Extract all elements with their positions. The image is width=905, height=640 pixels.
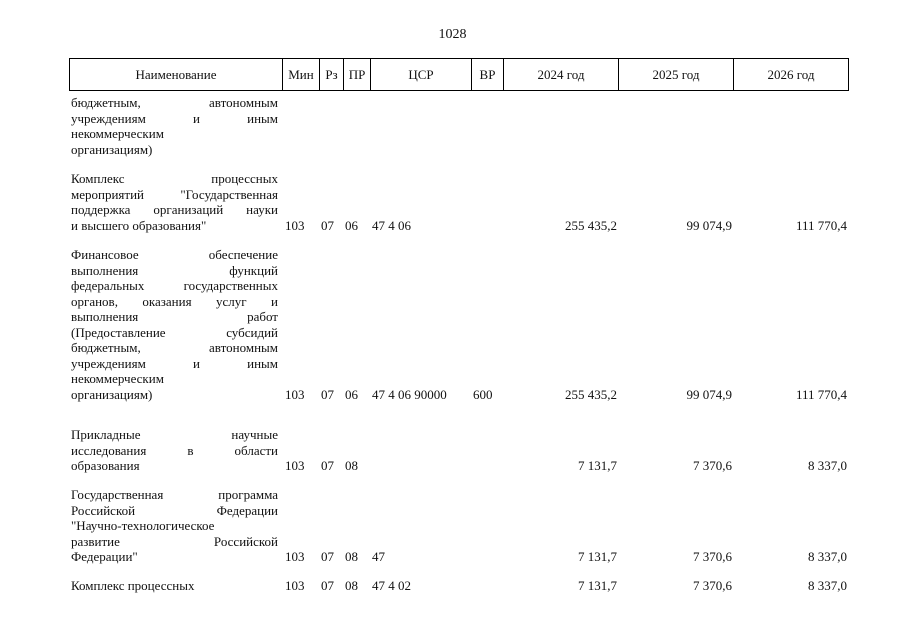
row-name <box>71 578 278 594</box>
row-name-line: Государственная программа <box>71 487 278 502</box>
cell-y2025: 99 074,9 <box>686 217 732 233</box>
row-name <box>71 171 278 233</box>
cell-y2026: 8 337,0 <box>808 549 847 564</box>
header-min: Мин <box>283 59 320 90</box>
cell-pr: 06 <box>345 386 358 402</box>
cell-y2025: 99 074,9 <box>686 386 732 402</box>
cell-y2024: 7 131,7 <box>578 578 617 593</box>
cell-y2025: 7 370,6 <box>693 458 732 473</box>
row-name-line: федеральных государственных <box>71 278 278 293</box>
row-name-line: бюджетным, автономным <box>71 340 278 355</box>
row-name-line: развитие Российской <box>71 533 278 549</box>
row-name-line: (Предоставление субсидий <box>71 324 278 340</box>
cell-rz: 07 <box>321 549 334 564</box>
row-name <box>71 95 278 157</box>
row-name-line: организациям) <box>71 386 153 402</box>
cell-y2024: 255 435,2 <box>565 386 617 402</box>
cell-y2025: 7 370,6 <box>693 549 732 564</box>
cell-y2024: 255 435,2 <box>565 217 617 233</box>
cell-y2024: 7 131,7 <box>578 458 617 473</box>
cell-csr: 47 4 06 <box>372 217 411 233</box>
row-name-line: мероприятий "Государственная <box>71 186 278 202</box>
cell-csr: 47 4 02 <box>372 578 411 593</box>
cell-pr: 08 <box>345 578 358 593</box>
table-header <box>69 58 849 91</box>
cell-min: 103 <box>285 549 305 564</box>
cell-min: 103 <box>285 217 305 233</box>
row-name-line: исследования в области <box>71 442 278 458</box>
cell-min: 103 <box>285 458 305 473</box>
header-2025: 2025 год <box>619 59 734 90</box>
row-name <box>71 487 278 565</box>
row-name-line: образования <box>71 458 140 473</box>
row-name-line: учреждениям и иным <box>71 355 278 371</box>
cell-rz: 07 <box>321 386 334 402</box>
cell-y2026: 111 770,4 <box>795 386 847 402</box>
row-name-line: Финансовое обеспечение <box>71 247 278 262</box>
row-name-line: Комплекс процессных <box>71 578 195 593</box>
row-name-line: Комплекс процессных <box>71 171 278 186</box>
cell-pr: 08 <box>345 549 358 564</box>
cell-min: 103 <box>285 578 305 593</box>
cell-rz: 07 <box>321 217 334 233</box>
cell-y2026: 8 337,0 <box>808 578 847 593</box>
cell-rz: 07 <box>321 458 334 473</box>
header-2026: 2026 год <box>767 67 815 82</box>
row-name <box>71 247 278 402</box>
cell-pr: 08 <box>345 458 358 473</box>
cell-rz: 07 <box>321 578 334 593</box>
row-name-line: и высшего образования" <box>71 217 207 233</box>
row-name-line: выполнения работ <box>71 309 278 324</box>
row-name-line: Прикладные научные <box>71 427 278 442</box>
cell-pr: 06 <box>345 217 358 233</box>
header-vr: ВР <box>472 59 504 90</box>
cell-y2024: 7 131,7 <box>578 549 617 564</box>
row-name-line: некоммерческим <box>71 371 164 386</box>
cell-y2025: 7 370,6 <box>693 578 732 593</box>
row-name-line: поддержка организаций науки <box>71 202 278 217</box>
cell-vr: 600 <box>473 386 493 402</box>
header-name: Наименование <box>70 59 283 90</box>
row-name-line: бюджетным, автономным <box>71 95 278 110</box>
cell-min: 103 <box>285 386 305 402</box>
row-name-line: учреждениям и иным <box>71 110 278 126</box>
cell-y2026: 111 770,4 <box>795 217 847 233</box>
row-name-line: организациям) <box>71 141 153 157</box>
header-rz: Рз <box>320 59 344 90</box>
row-name-line: выполнения функций <box>71 262 278 278</box>
page-number: 1028 <box>438 27 467 42</box>
row-name-line: "Научно-технологическое <box>71 518 215 533</box>
cell-csr: 47 4 06 90000 <box>372 386 447 402</box>
row-name <box>71 427 278 474</box>
cell-csr: 47 <box>372 549 385 564</box>
row-name-line: органов, оказания услуг и <box>71 293 278 309</box>
header-csr: ЦСР <box>371 59 472 90</box>
row-name-line: Федерации" <box>71 549 138 564</box>
header-2024: 2024 год <box>504 59 619 90</box>
header-pr: ПР <box>344 59 371 90</box>
cell-y2026: 8 337,0 <box>808 458 847 473</box>
row-name-line: Российской Федерации <box>71 502 278 518</box>
row-name-line: некоммерческим <box>71 126 164 141</box>
